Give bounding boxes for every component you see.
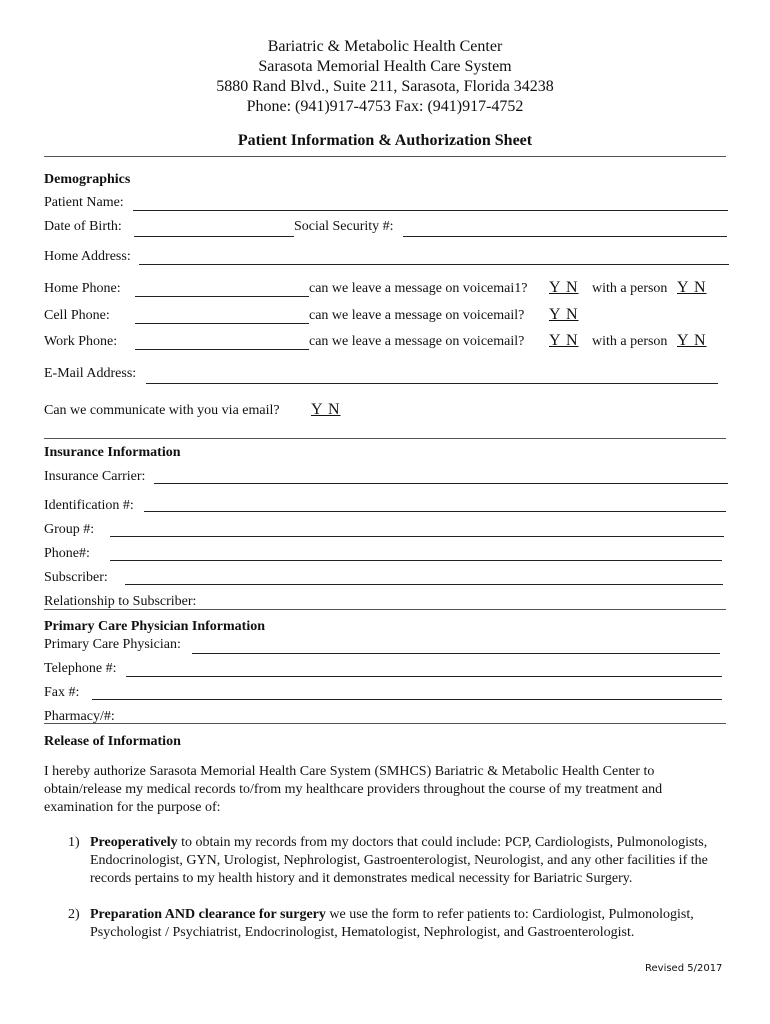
pcp-fax-label: Fax #:	[44, 685, 80, 700]
release-item-text: we use the form to refer patients to: Cardiologist, Pulmonologist, Psychologist / Psychiatrist, Endocrinologist, Hematologist, Nephrologist, and Gastroenterologist.	[90, 907, 694, 940]
work-person-yn[interactable]: Y N	[677, 332, 707, 349]
dob-field[interactable]	[134, 236, 294, 237]
home-address-label: Home Address:	[44, 249, 131, 264]
pcp-fax-field[interactable]	[92, 699, 722, 700]
insurance-phone-label: Phone#:	[44, 546, 90, 561]
work-voicemail-yn[interactable]: Y N	[549, 332, 579, 349]
ssn-field[interactable]	[403, 236, 727, 237]
demographics-divider	[44, 438, 726, 439]
home-voicemail-question: can we leave a message on voicemai1?	[309, 281, 528, 296]
identification-label: Identification #:	[44, 498, 134, 513]
email-label: E-Mail Address:	[44, 366, 137, 381]
insurance-divider	[44, 609, 726, 610]
insurance-phone-field[interactable]	[110, 560, 722, 561]
release-intro: I hereby authorize Sarasota Memorial Health Care System (SMHCS) Bariatric & Metabolic Health Center to obtain/release my medical records to/from my healthcare providers throughout the course of my treatment and examination for the purpose of:	[44, 764, 663, 815]
release-item-bold: Preoperatively	[90, 835, 178, 850]
release-heading: Release of Information	[44, 734, 181, 749]
pcp-name-label: Primary Care Physician:	[44, 637, 181, 652]
work-phone-label: Work Phone:	[44, 334, 118, 349]
subscriber-label: Subscriber:	[44, 570, 108, 585]
group-label: Group #:	[44, 522, 95, 537]
patient-name-label: Patient Name:	[44, 195, 124, 210]
pcp-heading: Primary Care Physician Information	[44, 619, 265, 634]
home-phone-field[interactable]	[135, 296, 309, 297]
pharmacy-label: Pharmacy/#:	[44, 709, 115, 724]
patient-name-field[interactable]	[133, 210, 728, 211]
home-address-field[interactable]	[139, 264, 729, 265]
email-consent-question: Can we communicate with you via email?	[44, 403, 280, 418]
insurance-carrier-label: Insurance Carrier:	[44, 469, 146, 484]
ssn-label: Social Security #:	[294, 219, 394, 234]
insurance-heading: Insurance Information	[44, 445, 181, 460]
email-consent-yn[interactable]: Y N	[311, 401, 341, 418]
org-phone-fax: Phone: (941)917-4753 Fax: (941)917-4752	[246, 98, 524, 115]
cell-voicemail-yn[interactable]: Y N	[549, 306, 579, 323]
cell-voicemail-question: can we leave a message on voicemail?	[309, 308, 525, 323]
subscriber-field[interactable]	[125, 584, 723, 585]
group-field[interactable]	[110, 536, 724, 537]
release-item-bold: Preparation AND clearance for surgery	[90, 907, 326, 922]
cell-phone-field[interactable]	[135, 323, 309, 324]
release-item-number: 1)	[68, 835, 80, 850]
system-name: Sarasota Memorial Health Care System	[258, 58, 512, 75]
org-address: 5880 Rand Blvd., Suite 211, Sarasota, Florida 34238	[216, 78, 554, 95]
pcp-telephone-field[interactable]	[126, 676, 722, 677]
dob-label: Date of Birth:	[44, 219, 122, 234]
identification-field[interactable]	[144, 511, 726, 512]
home-person-yn[interactable]: Y N	[677, 279, 707, 296]
work-person-label: with a person	[592, 334, 668, 349]
pcp-name-field[interactable]	[192, 653, 720, 654]
header-divider	[44, 156, 726, 157]
home-voicemail-yn[interactable]: Y N	[549, 279, 579, 296]
release-item-number: 2)	[68, 907, 80, 922]
form-title: Patient Information & Authorization Sheet	[237, 132, 533, 149]
org-name: Bariatric & Metabolic Health Center	[267, 38, 503, 55]
demographics-heading: Demographics	[44, 172, 131, 187]
release-item-text: to obtain my records from my doctors that could include: PCP, Cardiologists, Pulmonologists, Endocrinologist, GYN, Urologist, Nephrologist, Gastroenterologist, Neurologist, and any other facilities if the records pertains to my health history and it demonstrates medical necessity for Bariatric Surgery.	[90, 835, 708, 886]
email-field[interactable]	[146, 383, 718, 384]
cell-phone-label: Cell Phone:	[44, 308, 110, 323]
release-item-2	[68, 906, 728, 960]
home-person-label: with a person	[592, 281, 668, 296]
work-phone-field[interactable]	[135, 349, 309, 350]
home-phone-label: Home Phone:	[44, 281, 121, 296]
revised-date: Revised 5/2017	[645, 963, 723, 974]
pcp-divider	[44, 723, 726, 724]
release-item-1	[68, 834, 728, 906]
pcp-telephone-label: Telephone #:	[44, 661, 117, 676]
relationship-label: Relationship to Subscriber:	[44, 594, 197, 609]
insurance-carrier-field[interactable]	[154, 483, 728, 484]
work-voicemail-question: can we leave a message on voicemail?	[309, 334, 525, 349]
